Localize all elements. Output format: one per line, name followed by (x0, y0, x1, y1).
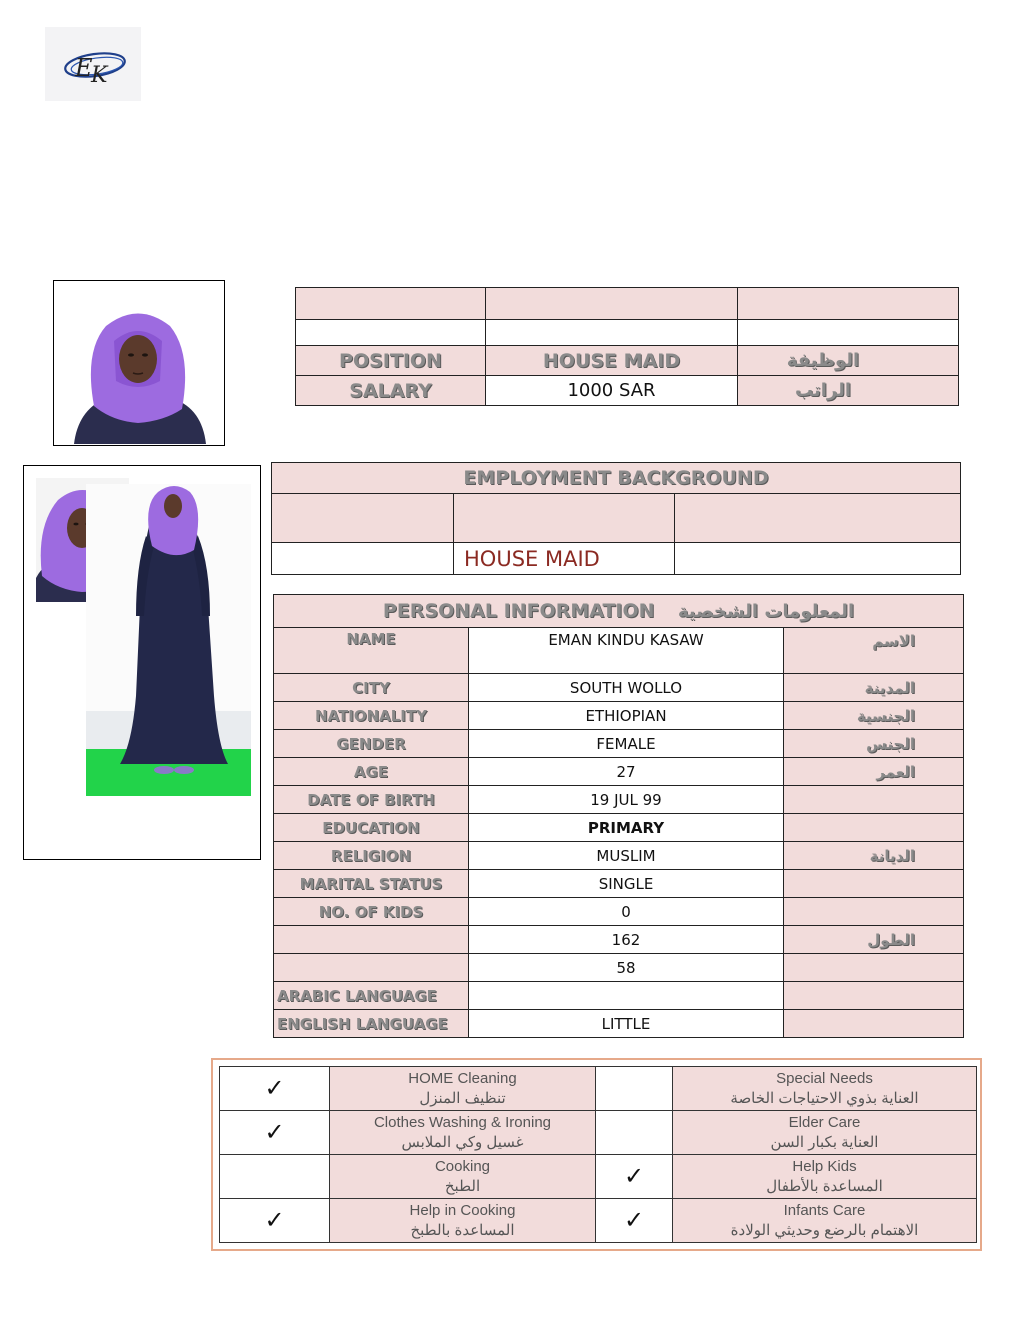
skill-label-en: Cooking (434, 1157, 491, 1175)
table-row (220, 1067, 977, 1111)
position-arabic: الوظيفة (738, 346, 959, 376)
skill-label-en: Special Needs (776, 1069, 873, 1087)
table-row (274, 926, 964, 954)
table-row (274, 702, 964, 730)
table-row (274, 982, 964, 1010)
english-language-value: LITTLE (469, 1010, 784, 1038)
gender-label: GENDER (274, 730, 469, 758)
skill-label-ar: المساعدة بالطبخ (410, 1221, 515, 1239)
checkmark-icon: ✓ (264, 1207, 285, 1234)
table-row (274, 870, 964, 898)
weight-arabic (784, 954, 964, 982)
marital-status-arabic (784, 870, 964, 898)
table-row (220, 1199, 977, 1243)
arabic-language-label: ARABIC LANGUAGE (274, 982, 469, 1010)
skill-label-ar: العناية بذوي الاحتياجات الخاصة (730, 1089, 919, 1107)
table-row (274, 1010, 964, 1038)
date-of-birth-arabic (784, 786, 964, 814)
skill-label-en: Infants Care (783, 1201, 866, 1219)
education-value: PRIMARY (469, 814, 784, 842)
nationality-value: ETHIOPIAN (469, 702, 784, 730)
nationality-label: NATIONALITY (274, 702, 469, 730)
employment-value: HOUSE MAID (454, 543, 675, 575)
table-row (274, 898, 964, 926)
table-row (296, 376, 959, 406)
skill-label-ar: المساعدة بالأطفال (766, 1177, 883, 1195)
skill-help-in-cooking (330, 1199, 596, 1243)
age-value: 27 (469, 758, 784, 786)
arabic-language-arabic (784, 982, 964, 1010)
education-label: EDUCATION (274, 814, 469, 842)
passport-photo (53, 280, 225, 446)
employment-background-table (271, 462, 961, 575)
age-label: AGE (274, 758, 469, 786)
weight-value: 58 (469, 954, 784, 982)
salary-arabic: الراتب (738, 376, 959, 406)
standing-photo (86, 484, 251, 796)
skill-label-ar: غسيل وكي الملابس (401, 1133, 524, 1151)
personal-information-table (273, 594, 964, 1038)
skill-label-ar: الاهتمام بالرضع وحديثي الولادة (730, 1221, 919, 1239)
skill-check-special-needs (596, 1067, 673, 1111)
table-row (274, 628, 964, 674)
skill-label-ar: العناية بكبار السن (770, 1133, 879, 1151)
skill-clothes-washing (330, 1111, 596, 1155)
skill-help-kids (673, 1155, 977, 1199)
city-label: CITY (274, 674, 469, 702)
employment-title: EMPLOYMENT BACKGROUND (272, 463, 961, 494)
table-row (296, 346, 959, 376)
svg-text:E: E (75, 54, 93, 82)
table-row (274, 786, 964, 814)
age-arabic: العمر (784, 758, 964, 786)
skill-label-en: Help Kids (792, 1157, 857, 1175)
personal-title-arabic: المعلومات الشخصية (677, 600, 855, 622)
gender-arabic: الجنس (784, 730, 964, 758)
skill-check-clothes-washing (220, 1111, 330, 1155)
nationality-arabic: الجنسية (784, 702, 964, 730)
name-value: EMAN KINDU KASAW (469, 628, 784, 674)
logo-mark-icon (45, 27, 141, 101)
height-arabic: الطول (784, 926, 964, 954)
skill-check-cooking (220, 1155, 330, 1199)
skill-infants-care (673, 1199, 977, 1243)
skill-label-ar: تنظيف المنزل (419, 1089, 506, 1107)
name-arabic: الاسم (784, 628, 964, 674)
skill-special-needs (673, 1067, 977, 1111)
skill-check-help-in-cooking (220, 1199, 330, 1243)
skill-home-cleaning (330, 1067, 596, 1111)
position-label: POSITION (296, 346, 486, 376)
skills-panel (211, 1058, 982, 1251)
city-arabic: المدينة (784, 674, 964, 702)
skill-check-infants-care (596, 1199, 673, 1243)
religion-value: MUSLIM (469, 842, 784, 870)
name-label: NAME (274, 628, 469, 674)
date-of-birth-value: 19 JUL 99 (469, 786, 784, 814)
religion-arabic: الديانة (784, 842, 964, 870)
table-row (274, 758, 964, 786)
table-row (274, 595, 964, 628)
checkmark-icon: ✓ (264, 1075, 285, 1102)
table-row (296, 288, 959, 320)
kids-arabic (784, 898, 964, 926)
height-value: 162 (469, 926, 784, 954)
skill-label-en: Help in Cooking (409, 1201, 516, 1219)
religion-label: RELIGION (274, 842, 469, 870)
checkmark-icon: ✓ (623, 1163, 645, 1190)
svg-text:K: K (91, 63, 108, 88)
education-arabic (784, 814, 964, 842)
table-row (274, 730, 964, 758)
skill-label-en: Elder Care (788, 1113, 861, 1131)
skill-cooking (330, 1155, 596, 1199)
table-row (274, 674, 964, 702)
position-value: HOUSE MAID (486, 346, 738, 376)
salary-label: SALARY (296, 376, 486, 406)
arabic-language-value (469, 982, 784, 1010)
kids-label: NO. OF KIDS (274, 898, 469, 926)
job-summary-table (295, 287, 959, 406)
table-row (220, 1111, 977, 1155)
full-body-photo (23, 465, 261, 860)
table-row (274, 842, 964, 870)
table-row (220, 1155, 977, 1199)
skill-check-home-cleaning (220, 1067, 330, 1111)
skill-label-en: HOME Cleaning (408, 1069, 517, 1087)
salary-value: 1000 SAR (486, 376, 738, 406)
table-row (274, 954, 964, 982)
city-value: SOUTH WOLLO (469, 674, 784, 702)
date-of-birth-label: DATE OF BIRTH (274, 786, 469, 814)
marital-status-label: MARITAL STATUS (274, 870, 469, 898)
table-row (272, 543, 961, 575)
checkmark-icon: ✓ (623, 1207, 645, 1234)
english-language-label: ENGLISH LANGUAGE (274, 1010, 469, 1038)
height-label (274, 926, 469, 954)
table-row (296, 320, 959, 346)
table-row (272, 494, 961, 543)
personal-title: PERSONAL INFORMATION (382, 599, 655, 622)
company-logo (45, 27, 141, 101)
skills-table (219, 1066, 977, 1243)
skill-elder-care (673, 1111, 977, 1155)
skill-check-help-kids (596, 1155, 673, 1199)
marital-status-value: SINGLE (469, 870, 784, 898)
kids-value: 0 (469, 898, 784, 926)
table-row (274, 814, 964, 842)
skill-label-ar: الطبخ (444, 1177, 481, 1195)
checkmark-icon: ✓ (264, 1119, 285, 1146)
weight-label (274, 954, 469, 982)
english-language-arabic (784, 1010, 964, 1038)
skill-check-elder-care (596, 1111, 673, 1155)
gender-value: FEMALE (469, 730, 784, 758)
skill-label-en: Clothes Washing & Ironing (373, 1113, 552, 1131)
table-row (272, 463, 961, 494)
